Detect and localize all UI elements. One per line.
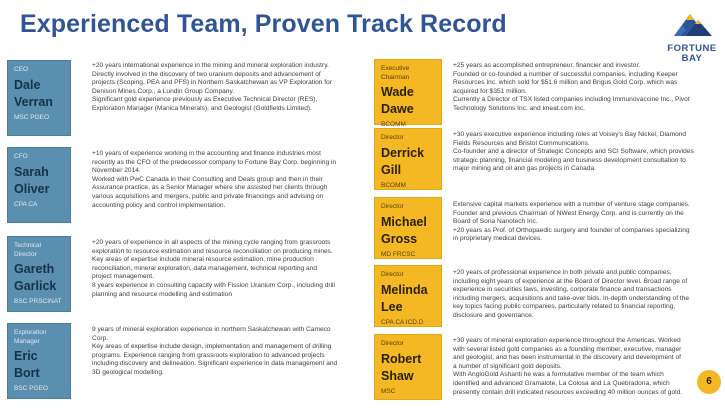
member-description: [92, 62, 360, 114]
desc-line: Extensive capital markets experience with a number of venture stage companies.: [453, 201, 690, 208]
desc-line: including eight years of experience at the Board of Director level. Broad range of: [453, 277, 688, 285]
member-credentials: BSC PGEO: [14, 385, 48, 392]
team-card-wade-dawe: [374, 59, 442, 128]
desc-line: planning and resource modelling and estimation: [92, 290, 233, 298]
team-card-eric-bort: [7, 323, 71, 399]
team-card-gareth-garlick: [7, 236, 71, 312]
member-name-line1: Eric Bort: [14, 349, 40, 380]
desc-line: presently contain drill indicated resources exceeding 40 million ounces of gold.: [453, 388, 683, 396]
desc-line: with several listed gold companies as a founding member, executive, manager: [453, 345, 682, 353]
member-role: Director: [381, 271, 404, 278]
desc-line: Fields Resources and Bristol Communications.: [453, 139, 590, 147]
desc-line: +20 years of experience in all aspects of the mining cycle ranging from grassroots: [92, 239, 331, 246]
member-role-line1: Executive: [381, 65, 410, 72]
member-name-line2: Dawe: [381, 102, 414, 116]
member-description: [453, 337, 715, 397]
desc-line: and geologist, and has been instrumental in the discovery and development of: [453, 354, 681, 362]
member-credentials: CPA CA: [14, 200, 38, 208]
desc-line: +20 years international experience in the mining and mineral exploration industry.: [92, 62, 329, 69]
member-name-line1: Sarah: [14, 164, 49, 179]
desc-line: Denison Mines Corp., a Lundin Group Company.: [92, 87, 235, 95]
desc-line: projects (Scoping, PEA and PFS) in Northern Saskatchewan as VP Exploration for: [92, 79, 332, 87]
desc-line: With AngloGold Ashanti he was a formulative member of the team which: [453, 371, 664, 379]
member-name-line2: Oliver: [14, 181, 50, 196]
page-number-badge: 6: [697, 370, 721, 394]
desc-line: +30 years of mineral exploration experience throughout the Americas. Worked: [453, 337, 681, 344]
member-role: [381, 65, 435, 82]
member-name-line1: Gareth: [14, 262, 55, 276]
member-credentials: BCOMM: [381, 181, 406, 189]
desc-line: Founded or co-founded a number of successful companies, including Keeper: [453, 70, 678, 78]
member-role: [14, 242, 64, 259]
member-name-line2: Shaw: [381, 368, 414, 383]
desc-line: including discovery and delineation. Significant experience in data management and: [92, 360, 338, 368]
desc-line: Board of Sona Nanotech Inc.: [453, 218, 538, 226]
desc-line: +20 years of professional experience in both private and public companies,: [453, 269, 672, 276]
desc-line: project management.: [92, 273, 154, 281]
team-card-robert-shaw: [374, 334, 442, 400]
member-name: [14, 77, 64, 111]
desc-line: Significant gold experience previously as Executive Technical Director (RES),: [92, 96, 318, 104]
desc-line: +10 years of experience working in the accounting and finance industries most: [92, 150, 321, 157]
member-description: [453, 269, 715, 321]
logo-text-line2: BAY: [681, 53, 703, 64]
member-credentials: BSC PRSCINAT: [14, 298, 62, 305]
desc-line: Corp.: [92, 334, 109, 342]
page-title: Experienced Team, Proven Track Record: [20, 10, 507, 38]
member-role: CEO: [14, 66, 29, 73]
desc-line: a number of significant gold deposits.: [453, 362, 562, 370]
team-card-derrick-gill: [374, 128, 442, 190]
desc-line: November 2014.: [92, 167, 141, 175]
desc-line: +30 years executive experience including roles at Voisey's Bay Nickel, Diamond: [453, 131, 687, 138]
fortune-bay-logo: [660, 6, 724, 68]
member-role: CFO: [14, 153, 28, 160]
desc-line: Directly involved in the discovery of two uranium deposits and advancement of: [92, 70, 321, 78]
member-name-line1: Wade: [381, 85, 414, 99]
member-name-line1: Derrick: [381, 145, 425, 160]
desc-line: exploration to resource estimation and resource reconciliation on producing mines.: [92, 247, 333, 255]
member-name-line1: Michael: [381, 214, 427, 229]
desc-line: recently as the CFO of the predecessor company to Fortune Bay Corp. beginning in: [92, 158, 337, 166]
desc-line: identified and advanced Gramalote, La Colosa and La Quebradona, which: [453, 379, 670, 387]
member-description: [453, 201, 715, 244]
desc-line: acquired for $351 million.: [453, 87, 527, 95]
member-name-line2: Gross: [381, 231, 418, 246]
desc-line: in proprietary medical devices.: [453, 235, 543, 243]
desc-line: experience in securities laws, investing, corporate finance and transactions: [453, 286, 672, 294]
desc-line: Founder and previous Chairman of NWest Energy Corp. and is currently on the: [453, 209, 684, 217]
member-description: [92, 326, 360, 378]
member-role-line2: Chairman: [381, 73, 410, 81]
desc-line: Resources Inc. which sold for $51.6 million and Brigus Gold Corp. which was: [453, 79, 678, 87]
desc-line: Currently a Director of TSX listed companies including Immunovaccine Inc., Pivot: [453, 96, 690, 104]
desc-line: Worked with PwC Canada in their Consulting and Deals group and then in their: [92, 175, 323, 183]
member-name-line2: Gill: [381, 162, 402, 177]
desc-line: +25 years as accomplished entrepreneur, financier and investor.: [453, 62, 641, 69]
desc-line: accounting policy and control implementation.: [92, 201, 226, 209]
member-credentials: CPA CA ICD.D: [381, 318, 424, 326]
desc-line: disclosure and governance.: [453, 311, 534, 319]
team-card-melinda-lee: [374, 265, 442, 327]
member-role: Director: [381, 134, 404, 141]
desc-line: strategic planning, financial modeling and business development consultation to: [453, 156, 686, 164]
team-card-sarah-oliver: [7, 147, 71, 223]
member-description: [453, 131, 715, 174]
member-credentials: MD FRCSC: [381, 250, 416, 258]
member-name: [381, 351, 435, 385]
team-card-dale-verran: [7, 60, 71, 136]
member-role-line1: Exploration: [14, 329, 47, 336]
desc-line: programs. Experience ranging from grassroots exploration to advanced projects: [92, 351, 325, 359]
desc-line: key topics facing public companies, particularly related to financial reporting,: [453, 303, 676, 311]
desc-line: Key areas of expertise include mineral resource estimation, mine production: [92, 256, 314, 264]
desc-line: Exploration Manager (Manica Minerals), and Geologist (Goldfields Limited).: [92, 104, 312, 112]
member-name: [14, 261, 64, 295]
member-name-line1: Melinda: [381, 282, 428, 297]
member-role: Director: [381, 340, 404, 347]
member-role: Director: [381, 203, 404, 210]
desc-line: various acquisitions and mergers, public and private financings and advising on: [92, 192, 324, 200]
member-name-line2: Lee: [381, 299, 403, 314]
desc-line: including mergers, acquisitions and take-over bids. In-depth understanding of the: [453, 294, 690, 302]
member-description: [92, 150, 360, 210]
member-name-line2: Garlick: [14, 279, 57, 293]
member-role: [14, 329, 64, 346]
member-credentials: MSC PGEO: [14, 113, 50, 121]
member-name: [14, 164, 64, 198]
member-name-line1: Dale: [14, 77, 41, 92]
member-credentials: BCOMM: [381, 121, 406, 128]
desc-line: reconciliation, mineral exploration, data management, technical reporting and: [92, 264, 318, 272]
desc-line: +20 years as Prof. of Orthopaedic surgery and founder of companies specializing: [453, 226, 690, 234]
member-name: [381, 214, 435, 248]
desc-line: Assurance practice, as a Senior Manager where she assisted her clients through: [92, 184, 328, 192]
team-card-michael-gross: [374, 197, 442, 259]
member-role-line2: Director: [14, 250, 37, 258]
desc-line: Key areas of expertise include design, implementation and management of drilling: [92, 343, 332, 351]
desc-line: 3D geological modelling.: [92, 368, 164, 376]
member-description: [453, 62, 715, 114]
desc-line: 9 years of mineral exploration experience in northern Saskatchewan with Cameco: [92, 326, 331, 333]
member-name: [381, 282, 435, 316]
member-description: [92, 239, 360, 299]
member-role-line2: Manager: [14, 337, 40, 345]
member-name: [381, 145, 435, 179]
member-name: [14, 348, 64, 382]
member-name: [381, 84, 435, 118]
member-name-line2: Verran: [14, 94, 53, 109]
mountain-logo-icon: [660, 6, 724, 42]
member-credentials: MSC: [381, 387, 396, 395]
desc-line: Technology Solutions Inc. and kneat.com inc.: [453, 104, 585, 112]
member-name-line1: Robert: [381, 351, 422, 366]
desc-line: 8 years experience in consulting capacity with Fission Uranium Corp., including drill: [92, 281, 335, 289]
desc-line: major mining and oil and gas projects in Canada.: [453, 165, 596, 173]
member-role-line1: Technical: [14, 242, 42, 249]
logo-text-line1: FORTUNE: [667, 43, 717, 54]
desc-line: Co-founder and a director of Strategic Concepts and SCI Software, which provides: [453, 148, 694, 156]
